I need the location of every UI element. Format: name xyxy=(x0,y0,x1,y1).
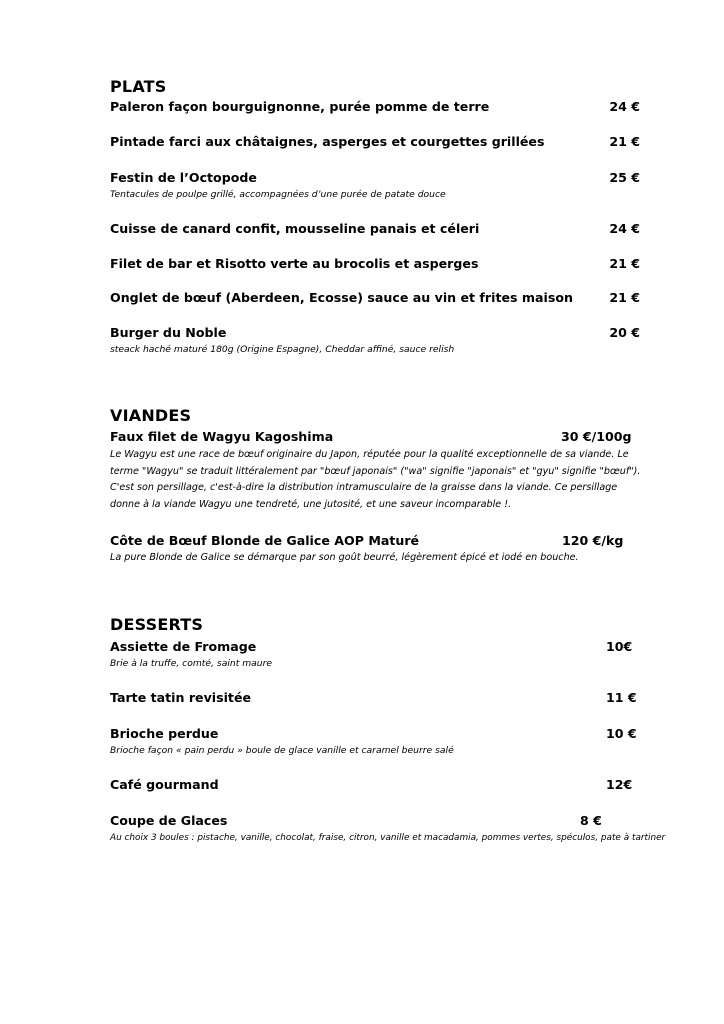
item-price: 120 €/kg xyxy=(562,533,624,548)
menu-item xyxy=(110,812,670,846)
item-price: 8 € xyxy=(580,813,602,828)
item-name: Festin de l’Octopode xyxy=(110,170,257,185)
item-price: 12€ xyxy=(606,777,633,792)
menu-item xyxy=(110,428,650,513)
item-name: Assiette de Fromage xyxy=(110,639,257,654)
menu-item xyxy=(110,638,640,672)
menu-item xyxy=(110,725,640,759)
item-price: 24 € xyxy=(609,99,640,114)
item-description: Brioche façon « pain perdu » boule de glace vanille et caramel beurre salé xyxy=(110,745,454,756)
item-price: 25 € xyxy=(609,170,640,185)
item-name: Tarte tatin revisitée xyxy=(110,690,252,705)
item-name: Faux filet de Wagyu Kagoshima xyxy=(110,429,334,444)
item-description: Au choix 3 boules : pistache, vanille, chocolat, fraise, citron, vanille et macadamia, pommes vertes, spéculos, pate à tartiner xyxy=(110,833,666,843)
item-price: 10 € xyxy=(606,726,637,741)
item-description: Brie à la truffe, comté, saint maure xyxy=(110,658,273,669)
section-title-desserts: DESSERTS xyxy=(110,615,204,634)
item-name: Café gourmand xyxy=(110,777,219,792)
item-name: Côte de Bœuf Blonde de Galice AOP Maturé xyxy=(110,533,420,548)
menu-item xyxy=(110,133,640,151)
item-price: 21 € xyxy=(609,134,640,149)
item-name: Paleron façon bourguignonne, purée pomme de terre xyxy=(110,99,490,114)
item-price: 30 €/100g xyxy=(561,429,632,444)
menu-item xyxy=(110,689,640,707)
item-description: Tentacules de poulpe grillé, accompagnées d’une purée de patate douce xyxy=(110,189,446,200)
item-description: Le Wagyu est une race de bœuf originaire du Japon, réputée pour la qualité exceptionnelle de sa viande. Le terme "Wagyu" se traduit littéralement par "bœuf japonais" ("wa" signifie "japonais" et "gyu" signifie "bœuf"). C'est son persillage, c'est-à-dire la distribution intramusculaire de la graisse dans la viande. Ce persillage donne à la viande Wagyu une tendreté, une jutosité, et une saveur incomparable !. xyxy=(110,449,641,510)
menu-item xyxy=(110,169,640,203)
menu-item xyxy=(110,220,640,238)
item-name: Coupe de Glaces xyxy=(110,813,228,828)
menu-item xyxy=(110,324,640,358)
menu-item xyxy=(110,289,640,307)
menu-item xyxy=(110,532,650,566)
menu-item xyxy=(110,98,640,116)
item-price: 21 € xyxy=(609,256,640,271)
menu-item xyxy=(110,776,640,794)
item-price: 10€ xyxy=(606,639,633,654)
section-title-viandes: VIANDES xyxy=(110,406,192,425)
section-title-plats: PLATS xyxy=(110,77,167,96)
item-description: steack haché maturé 180g (Origine Espagne), Cheddar affiné, sauce relish xyxy=(110,344,455,355)
item-name: Filet de bar et Risotto verte au brocolis et asperges xyxy=(110,256,479,271)
item-description: La pure Blonde de Galice se démarque par son goût beurré, légèrement épicé et iodé en bouche. xyxy=(110,552,579,563)
item-name: Cuisse de canard confit, mousseline panais et céleri xyxy=(110,221,480,236)
item-price: 24 € xyxy=(609,221,640,236)
item-price: 21 € xyxy=(609,290,640,305)
item-name: Pintade farci aux châtaignes, asperges et courgettes grillées xyxy=(110,134,545,149)
item-name: Onglet de bœuf (Aberdeen, Ecosse) sauce au vin et frites maison xyxy=(110,290,573,305)
menu-item xyxy=(110,255,640,273)
item-name: Burger du Noble xyxy=(110,325,227,340)
item-name: Brioche perdue xyxy=(110,726,219,741)
item-price: 11 € xyxy=(606,690,637,705)
item-price: 20 € xyxy=(609,325,640,340)
